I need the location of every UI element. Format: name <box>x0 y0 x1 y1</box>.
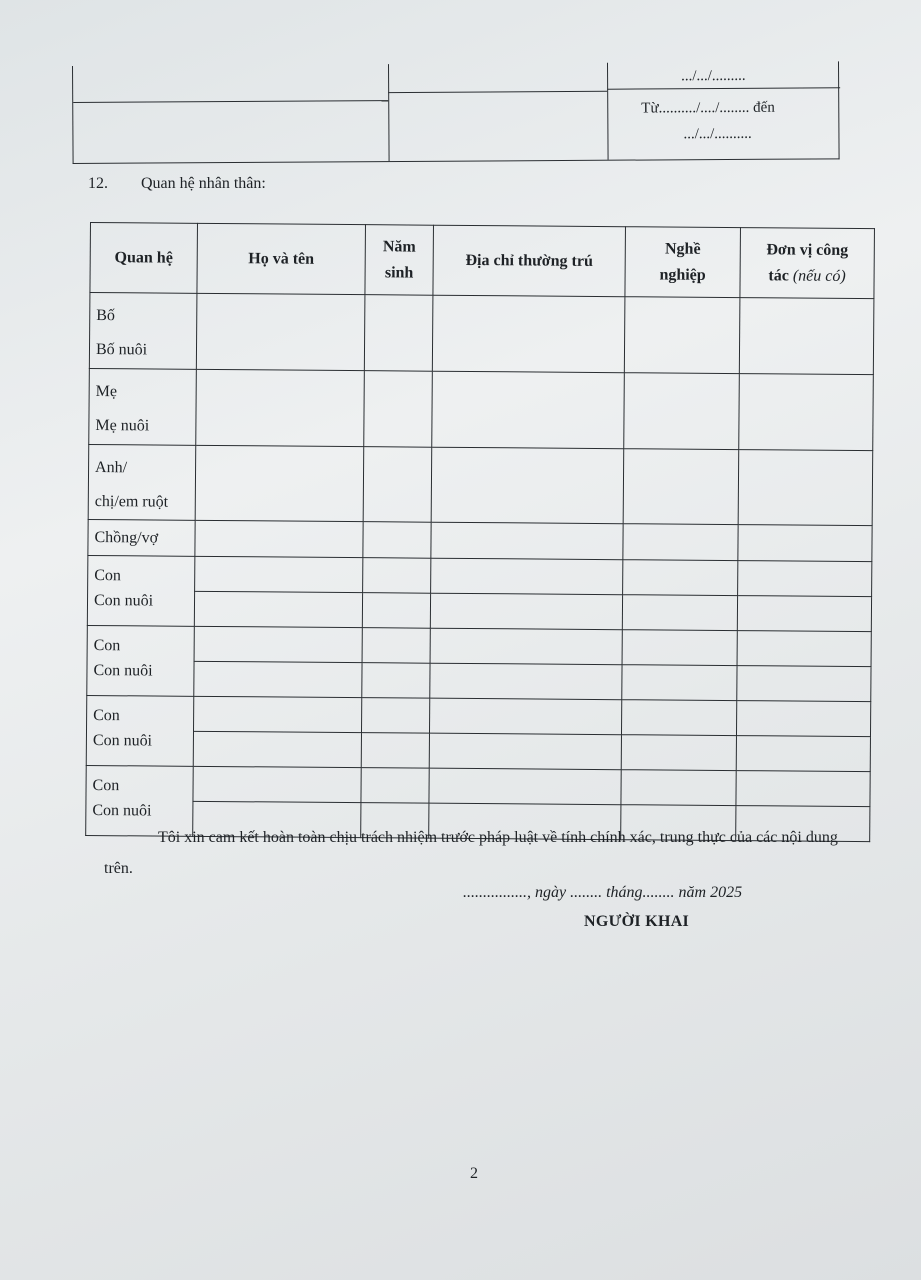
cell-birth-year[interactable] <box>361 733 429 769</box>
header-address: Địa chỉ thường trú <box>433 225 626 297</box>
cell-workplace[interactable] <box>738 561 872 597</box>
cell-workplace[interactable] <box>736 736 870 772</box>
cell-address[interactable] <box>429 769 621 806</box>
cell-name[interactable] <box>194 662 362 698</box>
cell-occupation[interactable] <box>622 665 737 701</box>
cell-name[interactable] <box>195 521 363 558</box>
table-header-row <box>90 223 875 299</box>
header-name: Họ và tên <box>197 223 366 294</box>
date-range-from: Từ........../..../........ đến <box>641 99 775 117</box>
row-label-child-3: Con Con nuôi <box>86 696 194 767</box>
cell-name[interactable] <box>194 627 362 663</box>
relationship-table <box>85 222 874 828</box>
cell-occupation[interactable] <box>624 297 740 374</box>
cell-birth-year[interactable] <box>364 295 433 371</box>
cell-address[interactable] <box>432 295 625 372</box>
cell-address[interactable] <box>429 699 621 736</box>
cell-workplace[interactable] <box>736 771 870 807</box>
row-label-sibling: Anh/ chị/em ruột <box>88 444 196 521</box>
header-birth-year: Năm sinh <box>365 225 434 296</box>
table-row-sibling <box>88 444 873 526</box>
previous-table-fragment <box>72 61 840 164</box>
cell-birth-year[interactable] <box>364 370 433 446</box>
table-rule <box>73 100 388 103</box>
row-label-spouse: Chồng/vợ <box>88 520 195 557</box>
cell-name[interactable] <box>194 697 362 733</box>
cell-address[interactable] <box>429 734 621 771</box>
cell-occupation[interactable] <box>623 524 738 561</box>
cell-name[interactable] <box>193 767 361 803</box>
cell-address[interactable] <box>430 629 622 666</box>
cell-workplace[interactable] <box>738 449 873 526</box>
cell-birth-year[interactable] <box>361 768 429 804</box>
header-occupation: Nghề nghiệp <box>625 227 741 298</box>
cell-workplace[interactable] <box>736 701 870 737</box>
cell-occupation[interactable] <box>622 595 737 631</box>
section-heading <box>88 175 266 193</box>
cell-address[interactable] <box>431 447 624 524</box>
signer-title: NGƯỜI KHAI <box>584 913 690 930</box>
row-label-child-2: Con Con nuôi <box>87 626 195 697</box>
table-divider <box>607 63 609 160</box>
cell-birth-year[interactable] <box>362 663 430 699</box>
table-row-father <box>89 293 874 375</box>
table-rule <box>607 87 840 89</box>
cell-name[interactable] <box>195 557 363 593</box>
header-workplace: Đơn vị công tác (nếu có) <box>740 228 875 299</box>
cell-birth-year[interactable] <box>363 446 432 522</box>
section-number: 12. <box>88 175 108 192</box>
section-title: Quan hệ nhân thân: <box>141 175 266 192</box>
date-placeholder: .../.../......... <box>681 67 746 85</box>
row-label-father: Bố Bố nuôi <box>89 293 197 370</box>
cell-birth-year[interactable] <box>363 522 431 559</box>
date-line: ................, ngày ........ tháng........ năm 2025 <box>463 884 743 901</box>
cell-occupation[interactable] <box>624 372 740 449</box>
cell-name[interactable] <box>193 732 361 768</box>
table-row-mother <box>89 368 874 450</box>
cell-workplace[interactable] <box>737 596 871 632</box>
row-label-mother: Mẹ Mẹ nuôi <box>89 368 197 445</box>
cell-birth-year[interactable] <box>363 558 431 594</box>
date-range-end: .../.../.......... <box>683 125 752 143</box>
cell-occupation[interactable] <box>623 448 739 525</box>
page-number: 2 <box>470 1165 478 1182</box>
cell-occupation[interactable] <box>621 700 736 736</box>
cell-workplace[interactable] <box>737 631 871 667</box>
cell-workplace[interactable] <box>739 298 874 375</box>
cell-workplace[interactable] <box>739 373 874 450</box>
cell-birth-year[interactable] <box>361 698 429 734</box>
cell-name[interactable] <box>194 592 362 628</box>
cell-occupation[interactable] <box>621 735 736 771</box>
cell-birth-year[interactable] <box>362 593 430 629</box>
commitment-statement: Tôi xin cam kết hoàn toàn chịu trách nhiệm trước pháp luật về tính chính xác, trung thực của các nội dung trên. <box>104 829 838 878</box>
cell-name[interactable] <box>196 293 365 370</box>
cell-birth-year[interactable] <box>362 628 430 664</box>
cell-address[interactable] <box>430 594 622 631</box>
cell-workplace[interactable] <box>737 666 871 702</box>
cell-name[interactable] <box>196 369 365 446</box>
row-label-child-1: Con Con nuôi <box>87 556 195 627</box>
cell-occupation[interactable] <box>622 630 737 666</box>
table-row-spouse <box>88 520 872 562</box>
cell-workplace[interactable] <box>738 525 872 562</box>
cell-address[interactable] <box>432 371 625 448</box>
cell-name[interactable] <box>195 445 364 522</box>
row-label-child-4: Con Con nuôi <box>86 766 194 837</box>
table-rule <box>388 91 607 93</box>
header-relation: Quan hệ <box>90 223 198 294</box>
cell-address[interactable] <box>431 559 623 596</box>
cell-occupation[interactable] <box>623 560 738 596</box>
cell-occupation[interactable] <box>621 770 736 806</box>
cell-address[interactable] <box>430 664 622 701</box>
table-divider <box>388 64 390 161</box>
cell-address[interactable] <box>431 523 623 561</box>
